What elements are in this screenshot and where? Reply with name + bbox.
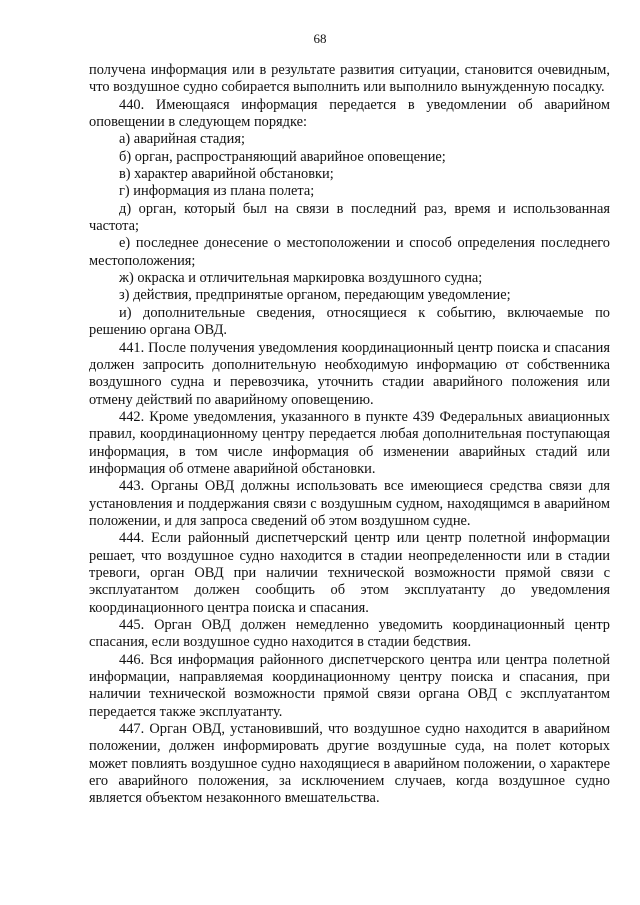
list-item-g: г) информация из плана полета; <box>119 183 315 200</box>
document-body <box>89 62 610 808</box>
list-item-b: б) орган, распространяющий аварийное оповещение; <box>119 148 446 165</box>
list-item-d: д) орган, который был на связи в последний раз, время и использованная частота; <box>89 200 610 235</box>
paragraph-443: 443. Органы ОВД должны использовать все имеющиеся средства связи для установления и поддержания связи с воздушным судном, находящимся в аварийном положении, и для запроса сведений об этом воздушном судне. <box>89 478 610 529</box>
list-item-e: е) последнее донесение о местоположении и способ определения последнего местоположения; <box>89 235 610 269</box>
list-item-a: а) аварийная стадия; <box>119 131 245 148</box>
list-item-zh: ж) окраска и отличительная маркировка воздушного судна; <box>119 270 483 287</box>
paragraph-444: 444. Если районный диспетчерский центр или центр полетной информации решает, что воздушное судно находится в стадии неопределенности или в стадии тревоги, орган ОВД при наличии технической возможности прямой связи с эксплуатантом должен сообщить об этом эксплуатанту до уведомления координационного центра поиска и спасания. <box>89 530 610 616</box>
list-item-z: з) действия, предпринятые органом, передающим уведомление; <box>119 287 511 304</box>
list-item-i: и) дополнительные сведения, относящиеся к событию, включаемые по решению органа ОВД. <box>89 304 610 339</box>
paragraph-440: 440. Имеющаяся информация передается в уведомлении об аварийном оповещении в следующем порядке: <box>89 96 610 131</box>
paragraph-442: 442. Кроме уведомления, указанного в пункте 439 Федеральных авиационных правил, координационному центру передается любая дополнительная поступающая информация, в том числе информация об изменении аварийных стадий или информация об отмене аварийной обстановки. <box>89 408 610 477</box>
paragraph-441: 441. После получения уведомления координационный центр поиска и спасания должен запросить дополнительную необходимую информацию от собственника воздушного судна и перевозчика, уточнить стадии аварийного положения или отмену действий по аварийному оповещению. <box>89 339 610 408</box>
list-item-v: в) характер аварийной обстановки; <box>119 166 334 183</box>
paragraph-446: 446. Вся информация районного диспетчерского центра или центра полетной информации, направляемая координационному центру поиска и спасания, при наличии технической возможности прямой связи органа ОВД с эксплуатантом передается также эксплуатанту. <box>89 651 610 720</box>
paragraph-447: 447. Орган ОВД, установивший, что воздушное судно находится в аварийном положении, должен информировать другие воздушные суда, на полет которых может повлиять воздушное судно находящиеся в аварийном положении, о характере его аварийного положения, за исключением случаев, когда воздушное судно является объектом незаконного вмешательства. <box>89 721 610 807</box>
paragraph-445: 445. Орган ОВД должен немедленно уведомить координационный центр спасания, если воздушное судно находится в стадии бедствия. <box>89 617 610 651</box>
page-number: 68 <box>313 31 327 46</box>
paragraph-continuation: получена информация или в результате развития ситуации, становится очевидным, что воздушное судно собирается выполнить или выполнило вынужденную посадку. <box>89 62 610 96</box>
